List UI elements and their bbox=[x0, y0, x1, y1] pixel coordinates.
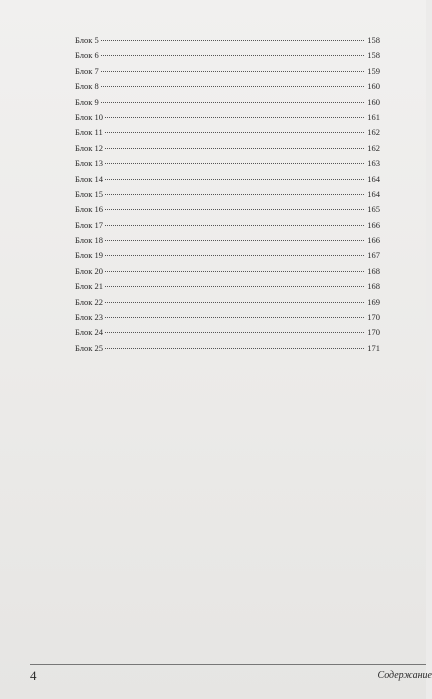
running-head: Содержание bbox=[377, 670, 432, 681]
page-number: 4 bbox=[30, 668, 37, 683]
toc-entry-page: 158 bbox=[367, 35, 380, 45]
toc-entry-label: Блок 23 bbox=[75, 312, 104, 323]
toc-dot-leader bbox=[105, 163, 364, 164]
toc-dot-leader bbox=[101, 71, 364, 72]
toc-entry-page: 166 bbox=[367, 235, 380, 246]
toc-entry-page: 169 bbox=[367, 296, 380, 307]
toc-dot-leader bbox=[105, 286, 364, 287]
toc-entry-page: 166 bbox=[367, 219, 380, 230]
toc-entry-page: 164 bbox=[367, 188, 380, 199]
toc-entry bbox=[75, 264, 380, 279]
toc-entry-label: Блок 5 bbox=[75, 35, 99, 45]
toc-entry bbox=[75, 79, 380, 94]
toc-entry-page: 168 bbox=[367, 281, 380, 292]
toc-entry-page: 161 bbox=[367, 111, 380, 122]
toc-entry-page: 164 bbox=[367, 173, 380, 184]
toc-entry bbox=[75, 141, 380, 156]
toc-dot-leader bbox=[105, 348, 364, 349]
toc-dot-leader bbox=[105, 271, 364, 272]
toc-entry bbox=[75, 187, 380, 202]
toc-entry-label: Блок 17 bbox=[75, 219, 104, 230]
toc-entry-label: Блок 22 bbox=[75, 296, 104, 307]
toc-entry-page: 160 bbox=[367, 81, 380, 92]
toc-dot-leader bbox=[105, 148, 364, 149]
table-of-contents bbox=[75, 33, 380, 356]
toc-dot-leader bbox=[105, 132, 364, 133]
toc-entry-page: 171 bbox=[367, 342, 380, 353]
toc-dot-leader bbox=[105, 194, 364, 195]
toc-entry bbox=[75, 33, 380, 48]
toc-entry-label: Блок 7 bbox=[75, 65, 99, 76]
footer-rule bbox=[30, 664, 426, 665]
toc-entry-page: 165 bbox=[367, 204, 380, 215]
toc-dot-leader bbox=[105, 117, 364, 118]
toc-entry bbox=[75, 295, 380, 310]
toc-entry bbox=[75, 125, 380, 140]
toc-entry-label: Блок 15 bbox=[75, 188, 104, 199]
toc-entry-page: 162 bbox=[367, 127, 380, 138]
toc-entry bbox=[75, 202, 380, 217]
toc-dot-leader bbox=[105, 332, 364, 333]
toc-entry bbox=[75, 279, 380, 294]
toc-entry-page: 158 bbox=[367, 50, 380, 61]
toc-entry-label: Блок 25 bbox=[75, 342, 104, 353]
toc-entry bbox=[75, 310, 380, 325]
toc-entry bbox=[75, 48, 380, 63]
toc-entry-page: 167 bbox=[367, 250, 380, 261]
toc-entry bbox=[75, 172, 380, 187]
toc-entry-label: Блок 18 bbox=[75, 235, 104, 246]
toc-entry-label: Блок 12 bbox=[75, 142, 104, 153]
toc-dot-leader bbox=[105, 240, 364, 241]
toc-entry bbox=[75, 248, 380, 263]
toc-entry bbox=[75, 64, 380, 79]
toc-dot-leader bbox=[105, 225, 364, 226]
toc-entry bbox=[75, 218, 380, 233]
toc-entry-label: Блок 6 bbox=[75, 50, 99, 61]
toc-entry bbox=[75, 325, 380, 340]
toc-entry-label: Блок 10 bbox=[75, 111, 104, 122]
toc-entry-label: Блок 16 bbox=[75, 204, 104, 215]
toc-entry-label: Блок 21 bbox=[75, 281, 104, 292]
toc-entry-page: 159 bbox=[367, 65, 380, 76]
toc-entry-label: Блок 19 bbox=[75, 250, 104, 261]
toc-entry-label: Блок 8 bbox=[75, 81, 99, 92]
toc-entry-page: 170 bbox=[367, 312, 380, 323]
toc-dot-leader bbox=[105, 255, 364, 256]
toc-entry-label: Блок 11 bbox=[75, 127, 103, 138]
toc-entry-label: Блок 24 bbox=[75, 327, 104, 338]
toc-entry bbox=[75, 110, 380, 125]
toc-dot-leader bbox=[101, 55, 364, 56]
toc-dot-leader bbox=[105, 179, 364, 180]
toc-entry bbox=[75, 156, 380, 171]
toc-entry bbox=[75, 341, 380, 356]
toc-entry bbox=[75, 95, 380, 110]
toc-entry-page: 163 bbox=[367, 158, 380, 169]
toc-entry bbox=[75, 233, 380, 248]
toc-dot-leader bbox=[101, 102, 364, 103]
toc-dot-leader bbox=[101, 86, 364, 87]
toc-entry-label: Блок 14 bbox=[75, 173, 104, 184]
toc-entry-page: 160 bbox=[367, 96, 380, 107]
toc-dot-leader bbox=[105, 302, 364, 303]
toc-entry-label: Блок 20 bbox=[75, 265, 104, 276]
toc-dot-leader bbox=[105, 209, 364, 210]
toc-dot-leader bbox=[101, 40, 364, 41]
toc-entry-label: Блок 13 bbox=[75, 158, 104, 169]
toc-entry-page: 162 bbox=[367, 142, 380, 153]
toc-entry-page: 170 bbox=[367, 327, 380, 338]
toc-entry-label: Блок 9 bbox=[75, 96, 99, 107]
toc-dot-leader bbox=[105, 317, 364, 318]
toc-entry-page: 168 bbox=[367, 265, 380, 276]
